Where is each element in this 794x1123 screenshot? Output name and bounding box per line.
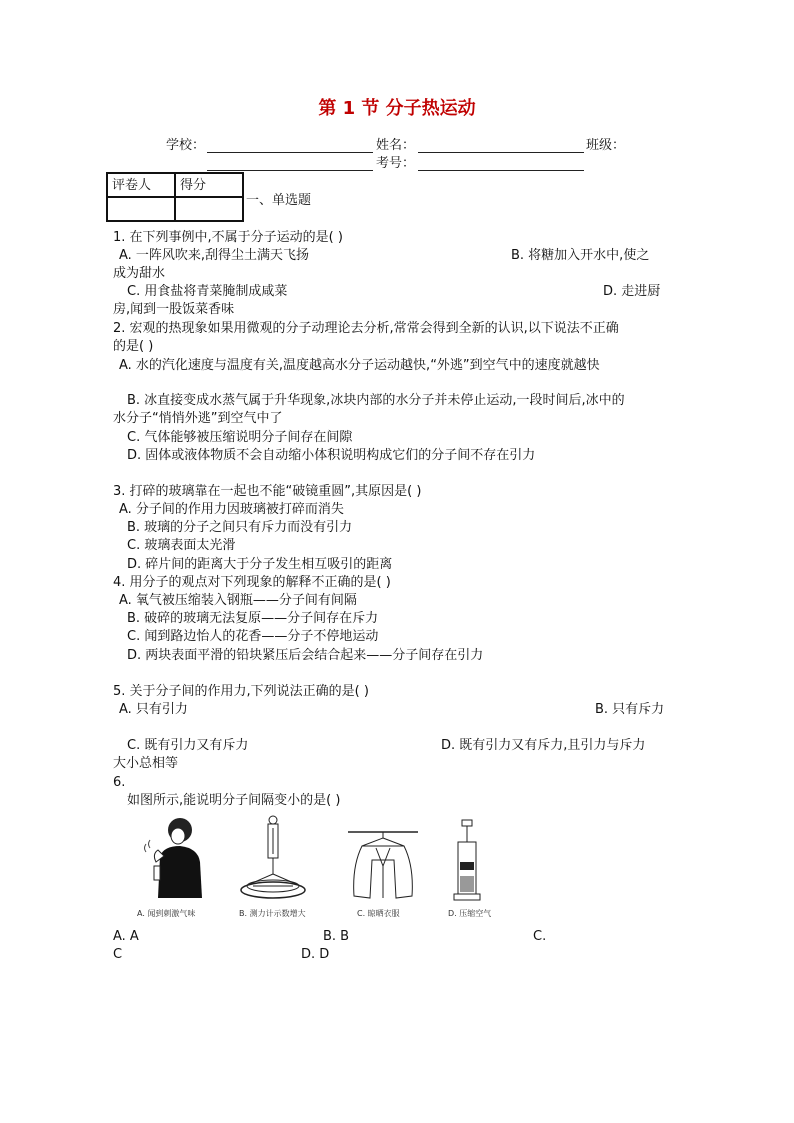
score-header: 得分 — [175, 173, 243, 197]
q3-option-a[interactable]: A. 分子间的作用力因玻璃被打碎而消失 — [119, 502, 344, 517]
name-field[interactable] — [418, 138, 584, 153]
q2-option-d[interactable]: D. 固体或液体物质不会自动缩小体积说明构成它们的分子间不存在引力 — [127, 448, 536, 463]
q6-option-c-cont: C — [113, 947, 123, 962]
q1-option-c[interactable]: C. 用食盐将青菜腌制成咸菜 — [127, 284, 288, 299]
page-title: 第 1 节 分子热运动 — [318, 98, 476, 119]
q2-option-a[interactable]: A. 水的汽化速度与温度有关,温度越高水分子运动越快,“外逃”到空气中的速度就越快 — [119, 358, 600, 373]
name-label: 姓名： — [376, 138, 416, 153]
q5-option-b[interactable]: B. 只有斥力 — [595, 702, 665, 717]
q1-option-b-cont: 成为甜水 — [113, 266, 166, 281]
class-field[interactable] — [207, 156, 373, 171]
exam-no-field[interactable] — [418, 156, 584, 171]
q4-stem: 4. 用分子的观点对下列现象的解释不正确的是( ) — [113, 575, 391, 590]
q5-option-d[interactable]: D. 既有引力又有斥力,且引力与斥力 — [441, 738, 646, 753]
grader-header: 评卷人 — [107, 173, 175, 197]
school-field[interactable] — [207, 138, 373, 153]
q3-option-c[interactable]: C. 玻璃表面太光滑 — [127, 538, 236, 553]
q4-option-c[interactable]: C. 闻到路边怡人的花香——分子不停地运动 — [127, 629, 379, 644]
q6-stem: 如图所示,能说明分子间隔变小的是( ) — [127, 793, 341, 808]
q1-stem: 1. 在下列事例中,不属于分子运动的是( ) — [113, 230, 343, 245]
q1-option-d[interactable]: D. 走进厨 — [603, 284, 661, 299]
section-title: 一、单选题 — [246, 193, 312, 208]
q6-option-c[interactable]: C. — [533, 929, 547, 944]
q3-stem: 3. 打碎的玻璃靠在一起也不能“破镜重圆”,其原因是( ) — [113, 484, 422, 499]
score-cell[interactable] — [175, 197, 243, 221]
q4-option-d[interactable]: D. 两块表面平滑的铅块紧压后会结合起来——分子间存在引力 — [127, 648, 484, 663]
q2-stem-line1: 2. 宏观的热现象如果用微观的分子动理论去分析,常常会得到全新的认识,以下说法不正确 — [113, 321, 619, 336]
q2-stem-line2: 的是( ) — [113, 339, 154, 354]
hanging-clothes-icon — [348, 826, 418, 902]
q2-option-b-line1[interactable]: B. 冰直接变成水蒸气属于升华现象,冰块内部的水分子并未停止运动,一段时间后,冰中的 — [127, 393, 625, 408]
grader-cell[interactable] — [107, 197, 175, 221]
school-label: 学校： — [166, 138, 206, 153]
exam-no-label: 考号： — [376, 156, 416, 171]
q4-option-b[interactable]: B. 破碎的玻璃无法复原——分子间存在斥力 — [127, 611, 379, 626]
q1-option-a[interactable]: A. 一阵风吹来,刮得尘土满天飞扬 — [119, 248, 310, 263]
fig-caption-b: B. 测力计示数增大 — [239, 909, 306, 918]
air-pump-icon — [452, 818, 482, 904]
q5-stem: 5. 关于分子间的作用力,下列说法正确的是( ) — [113, 684, 369, 699]
q1-option-b[interactable]: B. 将糖加入开水中,使之 — [511, 248, 650, 263]
spring-scale-icon — [238, 814, 308, 900]
q5-option-a[interactable]: A. 只有引力 — [119, 702, 188, 717]
score-table — [106, 172, 244, 222]
q6-number: 6. — [113, 775, 126, 790]
class-label: 班级： — [586, 138, 626, 153]
q4-option-a[interactable]: A. 氧气被压缩装入钢瓶——分子间有间隔 — [119, 593, 357, 608]
q2-option-c[interactable]: C. 气体能够被压缩说明分子间存在间隙 — [127, 430, 353, 445]
fig-caption-d: D. 压缩空气 — [448, 909, 492, 918]
q6-option-b[interactable]: B. B — [323, 929, 350, 944]
q2-option-b-line2: 水分子“悄悄外逃”到空气中了 — [113, 411, 283, 426]
q5-option-c[interactable]: C. 既有引力又有斥力 — [127, 738, 249, 753]
q6-option-a[interactable]: A. A — [113, 929, 139, 944]
person-smelling-icon — [140, 812, 204, 900]
q3-option-b[interactable]: B. 玻璃的分子之间只有斥力而没有引力 — [127, 520, 353, 535]
fig-caption-a: A. 闻到刺激气味 — [137, 909, 196, 918]
q3-option-d[interactable]: D. 碎片间的距离大于分子发生相互吸引的距离 — [127, 557, 393, 572]
fig-caption-c: C. 晾晒衣服 — [357, 909, 400, 918]
q1-option-d-cont: 房,闻到一股饭菜香味 — [113, 302, 235, 317]
q5-option-d-cont: 大小总相等 — [113, 756, 179, 771]
q6-option-d[interactable]: D. D — [301, 947, 330, 962]
